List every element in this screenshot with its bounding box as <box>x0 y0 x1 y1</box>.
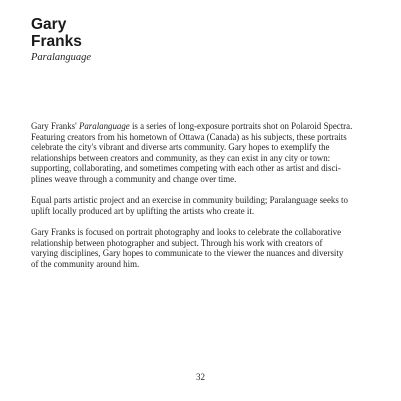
paragraph-spacer <box>31 216 373 227</box>
paragraph-1-line-3: celebrate the city's vibrant and diverse arts community. Gary hopes to exemplify the <box>31 142 330 153</box>
page-number: 32 <box>196 372 205 382</box>
artist-last-name: Franks <box>31 33 82 50</box>
paragraph-3-line-2: relationship between photographer and subject. Through his work with creators of <box>31 237 323 248</box>
line-suffix: is a series of long-exposure portraits shot on Polaroid Spectra. <box>129 121 353 131</box>
body-text <box>31 121 373 269</box>
paragraph-1-line-2: Featuring creators from his hometown of Ottawa (Canada) as his subjects, these portraits <box>31 131 347 142</box>
paragraph-1-line-6: plines weave through a community and change over time. <box>31 173 237 184</box>
paragraph-2-line-1: Equal parts artistic project and an exercise in community building; Paralanguage seeks to <box>31 195 348 206</box>
paragraph-1-line-1 <box>31 121 373 132</box>
paragraph-2-line-2: uplift locally produced art by uplifting the artists who create it. <box>31 205 255 216</box>
paragraph-spacer <box>31 185 373 196</box>
paragraph-3-line-3: varying disciplines, Gary hopes to communicate to the viewer the nuances and diversity <box>31 248 344 259</box>
paragraph-3-line-4: of the community around him. <box>31 258 140 269</box>
work-title-inline: Paralanguage <box>78 121 130 131</box>
artist-header <box>31 16 91 64</box>
paragraph-1-line-4: relationships between creators and community, as they can exist in any city or town: <box>31 152 331 163</box>
work-title: Paralanguage <box>31 52 92 63</box>
line-prefix: Gary Franks' <box>31 121 79 131</box>
paragraph-3-line-1: Gary Franks is focused on portrait photography and looks to celebrate the collaborative <box>31 226 342 237</box>
artist-first-name: Gary <box>31 16 67 33</box>
paragraph-1-line-5: supporting, collaborating, and sometimes competing with each other as artist and disci- <box>31 163 341 174</box>
